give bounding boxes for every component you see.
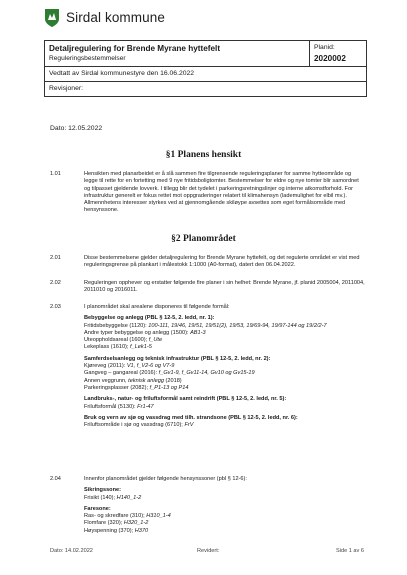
coat-of-arms-icon <box>44 8 60 28</box>
clause-text: Reguleringen opphever og erstatter følgende fire planer i sin helhet: Brende Myrane, jf. planid 2005004, 2011004, 2011010 og 2016011. <box>84 280 365 294</box>
land-use-item: Annen veggrunn, <box>84 377 127 384</box>
section-2-heading: §2 Planområdet <box>171 234 236 244</box>
zone-block <box>84 487 366 502</box>
land-use-heading: Bebyggelse og anlegg (PBL § 12-5, 2. ledd, nr. 1): <box>84 315 215 322</box>
clause-text: Hensikten med planarbeidet er å slå sammen fire tilgrensende reguleringsplaner for samme hytteområde og legge til rette for en fortetting med 9 nye fritidsboligtomter. Bestemmelser for eldre og nye tomter blir samordnet og tilpasset gjeldende lovverk. I tillegg blir det tydelet i parkeringsretningslinjer og interne atkomstforhold. For infrastruktur generelt er fokus rettet mot oppgraderinger relatert til klimahensyn (lademulighet for elbil mv.). Allmennhetens interesser styrkes ved at gjennomgående skiløype avsettes som eget formålsområde med hensynssone. <box>84 171 359 214</box>
land-use-codes: AB1-3 <box>190 329 206 336</box>
plan-title-box <box>44 40 367 97</box>
land-use-item: Andre typer bebyggelse og anlegg (1500): <box>84 329 189 336</box>
zone-heading: Sikringssone: <box>84 487 121 494</box>
clause-number: 2.03 <box>50 304 61 310</box>
clause-text: Innenfor planområdet gjelder følgende hensynssoner (pbl § 12-6): <box>84 476 247 482</box>
zone-item: Høyspenning (370); <box>84 527 134 534</box>
land-use-item: Fritidsbebyggelse (1120): <box>84 322 147 329</box>
planid-value: 2020002 <box>314 54 346 63</box>
land-use-list <box>84 304 366 429</box>
footer-page-number: Side 1 av 6 <box>336 548 364 554</box>
land-use-item: Parkeringsplasser (2082); <box>84 384 149 391</box>
zone-block <box>84 506 366 535</box>
land-use-block <box>84 356 366 392</box>
land-use-heading: Samferdselsanlegg og teknisk infrastruktur (PBL § 12-5, 2. ledd, nr. 2): <box>84 355 271 362</box>
municipality-name: Sirdal kommune <box>66 10 165 25</box>
zone-codes: H310_1-4 <box>146 513 171 520</box>
zone-codes: H140_1-2 <box>116 494 142 501</box>
land-use-heading: Landbruks-, natur- og friluftsformål samt reindrift (PBL § 12-5, 2. ledd, nr. 5): <box>84 396 287 403</box>
zone-item: Ras- og skredfare (310); <box>84 513 145 520</box>
clause-text: I planområdet skal arealene disponeres til følgende formål: <box>84 304 230 310</box>
land-use-codes: FrV <box>184 422 194 429</box>
land-use-item: Lekeplass (1610); <box>84 344 129 351</box>
zone-heading: Faresone: <box>84 505 111 512</box>
zone-item: Frisikt (140); <box>84 494 116 501</box>
land-use-codes: f_P1-13 og P14 <box>149 384 189 391</box>
land-use-block <box>84 396 366 411</box>
land-use-codes: f_Lek1-5 <box>130 344 152 351</box>
land-use-item: Friluftsområde i sjø og vassdrag (6710); <box>84 422 183 429</box>
land-use-codes: 100-111, 19/46, 19/51, 19/51(2), 19/53, 19/69-94, 19/97-144 og 19/2/2-7 <box>148 322 327 329</box>
land-use-item: (2018) <box>165 377 182 384</box>
land-use-item: Uteoppholdsareal (1600); <box>84 337 148 344</box>
zone-list <box>84 476 366 535</box>
land-use-codes: f_Gv1-9, f_Gv11-14, Gv10 og Gv15-19 <box>158 370 255 377</box>
land-use-codes: Fr1-47 <box>137 403 154 410</box>
zone-item: Flomfare (320); <box>84 520 123 527</box>
plan-subtitle: Reguleringsbestemmelser <box>49 55 126 62</box>
clause-number: 2.04 <box>50 476 61 482</box>
clause-number: 2.01 <box>50 255 61 261</box>
land-use-codes: V1, f_V2-6 og V7-9 <box>126 363 175 370</box>
adopted-line: Vedtatt av Sirdal kommunestyre den 16.06.2022 <box>49 70 195 77</box>
clause-number: 1.01 <box>50 171 61 177</box>
clause-text: Disse bestemmelsene gjelder detaljregulering for Brende Myrane hyttefelt, og det regulerte området er vist med reguleringsgrense på plankart i målestokk 1:1000 (A0-format), datert den 06.04.2022. <box>84 255 360 269</box>
plan-title: Detaljregulering for Brende Myrane hyttefelt <box>49 44 221 53</box>
clause-number: 2.02 <box>50 280 61 286</box>
land-use-block <box>84 415 366 430</box>
document-date: Dato: 12.05.2022 <box>50 125 103 132</box>
land-use-item: Gangveg – gangareal (2016): <box>84 370 158 377</box>
footer-revised: Revidert: <box>197 548 220 554</box>
land-use-codes: f_Ute <box>148 337 163 344</box>
land-use-codes: teknisk anlegg <box>128 377 164 384</box>
land-use-heading: Bruk og vern av sjø og vassdrag med tilh. strandsone (PBL § 12-5, 2. ledd, nr. 6): <box>84 414 298 421</box>
planid-label: Planid: <box>314 44 335 51</box>
section-1-heading: §1 Planens hensikt <box>165 150 242 160</box>
zone-codes: H370 <box>134 527 149 534</box>
land-use-item: Kjøreveg (2011): <box>84 363 126 370</box>
footer-date: Dato: 14.02.2022 <box>50 548 93 554</box>
zone-codes: H320_1-2 <box>123 520 149 527</box>
revisions-line: Revisjoner: <box>49 85 83 92</box>
land-use-item: Friluftsformål (5130): <box>84 403 136 410</box>
land-use-block <box>84 315 366 351</box>
